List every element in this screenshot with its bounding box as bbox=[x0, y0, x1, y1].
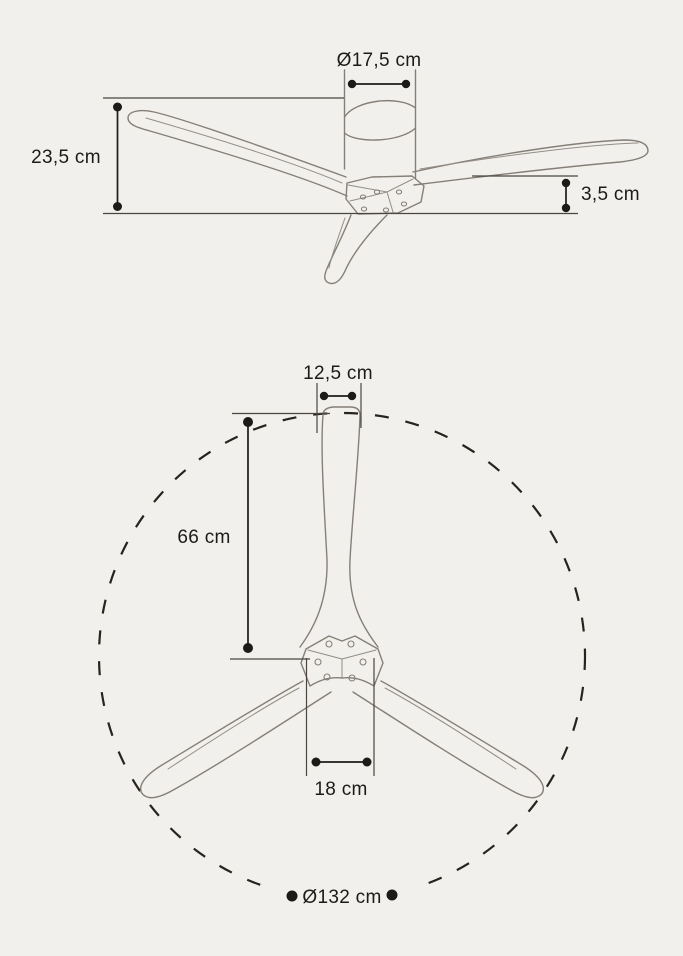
dimension-endpoint-dot bbox=[387, 890, 398, 901]
top-vertical-blade bbox=[300, 407, 378, 647]
dimension-endpoint-dot bbox=[243, 417, 253, 427]
dimension-endpoint-dot bbox=[348, 392, 356, 400]
dimension-label-housing-diameter: Ø17,5 cm bbox=[336, 50, 422, 71]
screw-hole bbox=[383, 208, 388, 212]
dimension-endpoint-dot bbox=[562, 204, 570, 212]
top-lower-left-blade bbox=[141, 681, 331, 798]
lower-right-blade-edge-line bbox=[385, 688, 516, 769]
top-hub bbox=[301, 636, 383, 686]
lower-left-blade-edge-line bbox=[168, 688, 299, 769]
dimension-endpoint-dot bbox=[113, 202, 122, 211]
dimension-label-sweep-diameter: Ø132 cm bbox=[302, 887, 382, 908]
dimension-housing-diameter bbox=[337, 50, 422, 88]
lower-left-blade-outline bbox=[141, 681, 331, 798]
dimension-blade-height bbox=[472, 176, 640, 212]
top-lower-right-blade bbox=[353, 681, 543, 798]
dimension-label-blade-length: 66 cm bbox=[177, 527, 231, 548]
dimension-endpoint-dot bbox=[562, 179, 570, 187]
screw-hole bbox=[360, 659, 366, 665]
sweep-circle-dashed bbox=[99, 413, 585, 899]
hub-plate-lines bbox=[348, 179, 413, 212]
side-left-blade bbox=[128, 111, 347, 196]
vertical-blade-outline bbox=[300, 407, 378, 647]
dimension-endpoint-dot bbox=[312, 758, 321, 767]
side-bottom-blade bbox=[325, 215, 387, 284]
dimension-endpoint-dot bbox=[363, 758, 372, 767]
left-blade-outline bbox=[128, 111, 347, 196]
dimension-label-total-height: 23,5 cm bbox=[31, 147, 101, 168]
dimension-blade-width bbox=[303, 363, 373, 433]
dimension-label-hub-width: 18 cm bbox=[314, 779, 368, 800]
screw-hole bbox=[401, 202, 406, 206]
screw-hole bbox=[326, 641, 332, 647]
side-view-diagram bbox=[31, 50, 648, 284]
dimension-blade-length bbox=[177, 414, 330, 660]
screw-hole bbox=[348, 641, 354, 647]
dimension-endpoint-dot bbox=[243, 643, 253, 653]
dimension-sweep-diameter bbox=[287, 887, 398, 908]
lower-right-blade-outline bbox=[353, 681, 543, 798]
dimension-endpoint-dot bbox=[348, 80, 356, 88]
screw-hole bbox=[315, 659, 321, 665]
bottom-blade-edge-line bbox=[329, 218, 345, 268]
screw-hole bbox=[361, 207, 366, 211]
right-blade-edge-line bbox=[420, 143, 638, 169]
dimension-endpoint-dot bbox=[113, 103, 122, 112]
dimension-label-blade-height: 3,5 cm bbox=[581, 184, 640, 205]
housing-rim-upper-arc bbox=[345, 101, 416, 117]
top-view-diagram bbox=[99, 363, 585, 920]
dimension-label-blade-width: 12,5 cm bbox=[303, 363, 373, 384]
dimension-endpoint-dot bbox=[402, 80, 410, 88]
side-hub bbox=[346, 176, 424, 214]
dimension-hub-width bbox=[307, 658, 375, 800]
screw-hole bbox=[396, 190, 401, 194]
left-blade-edge-line bbox=[146, 118, 342, 183]
side-right-blade bbox=[413, 140, 648, 185]
dimension-endpoint-dot bbox=[320, 392, 328, 400]
dimension-endpoint-dot bbox=[287, 891, 298, 902]
right-blade-outline bbox=[413, 140, 648, 185]
housing-rim-lower-arc bbox=[345, 128, 416, 140]
